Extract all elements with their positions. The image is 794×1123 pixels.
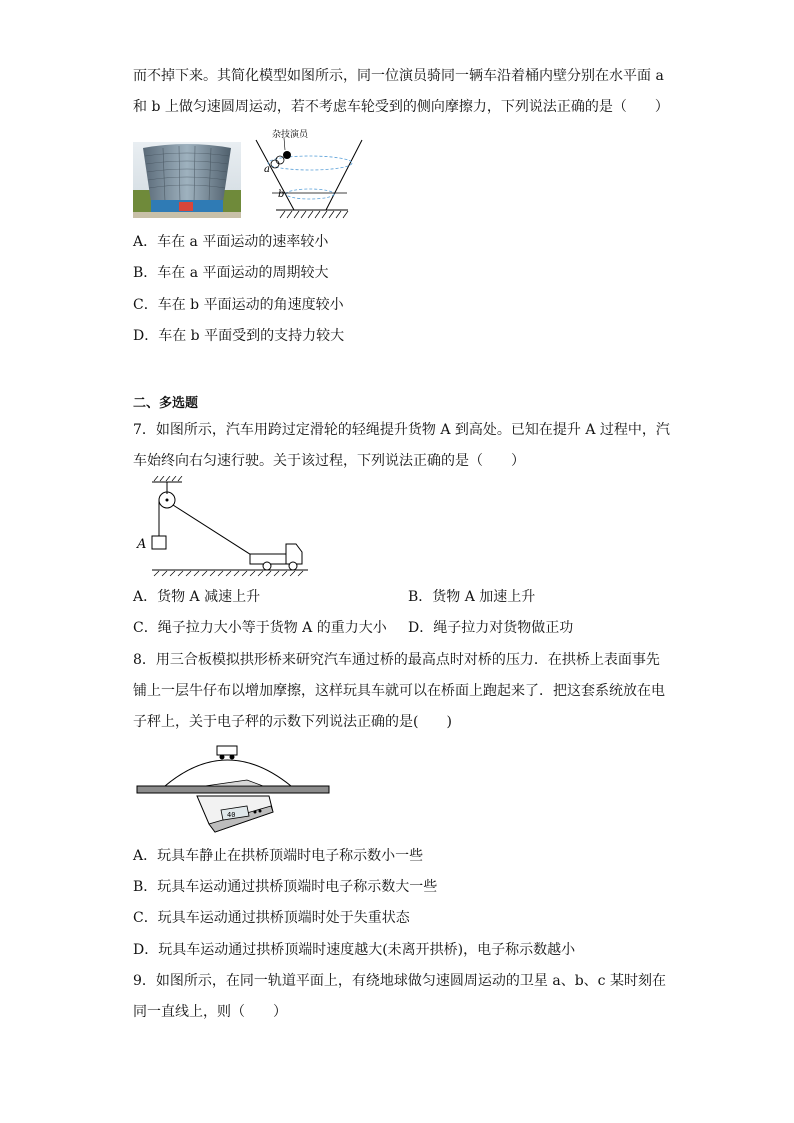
q6-label-performer: 杂技演员 <box>272 130 309 140</box>
q6-photo-barrel <box>133 142 241 218</box>
q7-label-A: A <box>137 537 147 552</box>
q7-option-b: B．货物 A 加速上升 <box>408 589 536 605</box>
q7-option-c: C．绳子拉力大小等于货物 A 的重力大小 <box>133 620 387 636</box>
q6-label-a: a <box>264 164 270 175</box>
q7-text-line1: 7．如图所示，汽车用跨过定滑轮的轻绳提升货物 A 到高处。已知在提升 A 过程中，汽 <box>133 422 670 438</box>
q8-text-line1: 8．用三合板模拟拱形桥来研究汽车通过桥的最高点时对桥的压力．在拱桥上表面事先 <box>133 652 660 668</box>
q6-diagram-cone <box>254 128 366 220</box>
q7-option-d: D．绳子拉力对货物做正功 <box>408 620 574 636</box>
q6-option-a: A．车在 a 平面运动的速率较小 <box>133 234 329 250</box>
q8-diagram-arch-bridge-scale <box>135 740 333 836</box>
q6-option-b: B．车在 a 平面运动的周期较大 <box>133 265 329 281</box>
q8-text-line2: 铺上一层牛仔布以增加摩擦，这样玩具车就可以在桥面上跑起来了．把这套系统放在电 <box>133 683 665 699</box>
q7-option-a: A．货物 A 减速上升 <box>133 589 261 605</box>
q6-label-b: b <box>278 189 285 200</box>
section-title-multiple-choice: 二、多选题 <box>133 396 199 411</box>
q8-option-c: C．玩具车运动通过拱桥顶端时处于失重状态 <box>133 910 410 926</box>
q8-option-a: A．玩具车静止在拱桥顶端时电子称示数小一些 <box>133 848 424 864</box>
q8-option-b: B．玩具车运动通过拱桥顶端时电子称示数大一些 <box>133 879 438 895</box>
q9-text-line1: 9．如图所示，在同一轨道平面上，有绕地球做匀速圆周运动的卫星 a、b、c 某时刻在 <box>133 973 666 989</box>
q7-text-line2: 车始终向右匀速行驶。关于该过程，下列说法正确的是（ ） <box>133 453 525 469</box>
q8-scale-reading: 40 <box>227 811 236 819</box>
q6-text-line1: 而不掉下来。其简化模型如图所示，同一位演员骑同一辆车沿着桶内壁分别在水平面 a <box>133 68 664 84</box>
q6-option-d: D．车在 b 平面受到的支持力较大 <box>133 328 345 344</box>
q8-option-d: D．玩具车运动通过拱桥顶端时速度越大(未离开拱桥)，电子称示数越小 <box>133 942 576 958</box>
q6-option-c: C．车在 b 平面运动的角速度较小 <box>133 297 344 313</box>
q9-text-line2: 同一直线上，则（ ） <box>133 1004 287 1020</box>
q7-diagram-pulley-truck <box>132 476 312 578</box>
q6-text-line2: 和 b 上做匀速圆周运动，若不考虑车轮受到的侧向摩擦力，下列说法正确的是（ ） <box>133 99 669 115</box>
q8-text-line3: 子秤上，关于电子秤的示数下列说法正确的是( ) <box>133 714 452 730</box>
